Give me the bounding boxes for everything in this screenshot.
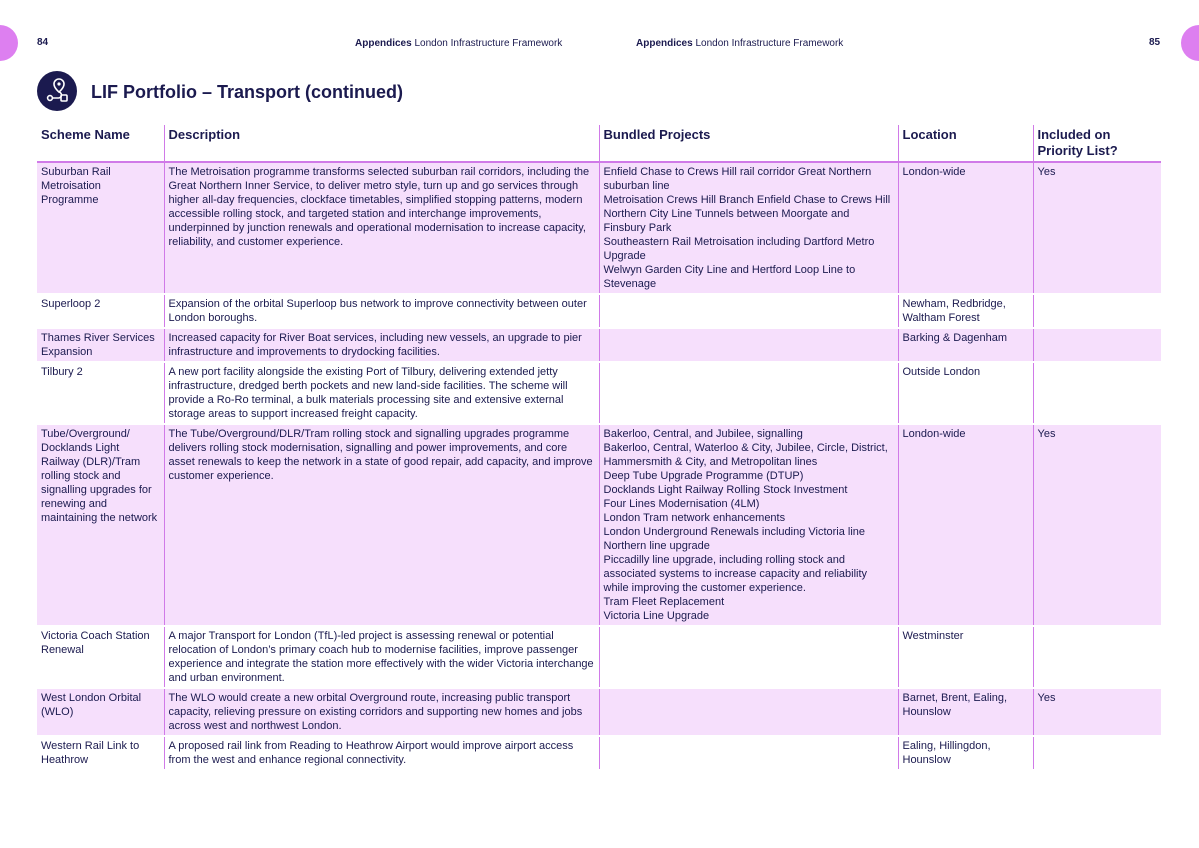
cell-bundled-projects [599,424,898,626]
bundled-project-item: Bakerloo, Central, and Jubilee, signalling [603,428,803,440]
bundled-project-item: Southeastern Rail Metroisation including Dartford Metro Upgrade [603,236,875,262]
bundled-project-item: Piccadilly line upgrade, including rolling stock and associated systems to increase capacity and reliability while improving the customer experience. [603,554,868,594]
cell-description: A proposed rail link from Reading to Heathrow Airport would improve airport access from the west and enhance regional connectivity. [164,736,599,770]
cell-scheme-name: West London Orbital (WLO) [37,688,164,736]
cell-bundled-projects [599,162,898,294]
cell-scheme-name: Western Rail Link to Heathrow [37,736,164,770]
cell-description: The WLO would create a new orbital Overground route, increasing public transport capacity, relieving pressure on existing corridors and supporting new homes and jobs across west and northwest London. [164,688,599,736]
cell-priority [1033,362,1161,424]
bundled-project-item: London Tram network enhancements [603,512,786,524]
table-row [37,626,1161,688]
cell-bundled-projects [599,736,898,770]
cell-description: The Tube/Overground/DLR/Tram rolling stock and signalling upgrades programme delivers rolling stock modernisation, signalling and power improvements, and core asset renewals to keep the network in a state of good repair, add capacity, and improve customer experience. [164,424,599,626]
cell-location: London-wide [898,424,1033,626]
cell-priority: Yes [1033,688,1161,736]
cell-location: Newham, Redbridge, Waltham Forest [898,294,1033,328]
cell-priority [1033,294,1161,328]
running-header-section: Appendices [355,38,412,49]
cell-priority [1033,626,1161,688]
cell-scheme-name: Tilbury 2 [37,362,164,424]
bundled-project-item: Enfield Chase to Crews Hill rail corridor Great Northern suburban line [603,166,872,192]
cell-description: Expansion of the orbital Superloop bus network to improve connectivity between outer London boroughs. [164,294,599,328]
cell-location: London-wide [898,162,1033,294]
page-title: LIF Portfolio – Transport (continued) [91,82,403,102]
header-scheme-name: Scheme Name [37,125,164,162]
cell-location: Barnet, Brent, Ealing, Hounslow [898,688,1033,736]
cell-bundled-projects [599,328,898,362]
running-header-left [355,38,562,49]
cell-scheme-name: Superloop 2 [37,294,164,328]
cell-location: Barking & Dagenham [898,328,1033,362]
cell-location: Outside London [898,362,1033,424]
header-bundled-projects: Bundled Projects [599,125,898,162]
bundled-project-item: Victoria Line Upgrade [603,610,710,622]
cell-priority [1033,328,1161,362]
cell-priority: Yes [1033,424,1161,626]
cell-location: Ealing, Hillingdon, Hounslow [898,736,1033,770]
bundled-project-item: Metroisation Crews Hill Branch Enfield Chase to Crews Hill [603,194,891,206]
cell-scheme-name: Suburban Rail Metroisation Programme [37,162,164,294]
table-row [37,688,1161,736]
running-header-title: London Infrastructure Framework [695,38,844,49]
cell-description: A major Transport for London (TfL)-led project is assessing renewal or potential relocation of London’s primary coach hub to modernise facilities, improve passenger experience and integrate the station more effectively with the wider Victoria interchange and urban environment. [164,626,599,688]
header-location: Location [898,125,1033,162]
running-header-right [636,38,843,49]
page-number-right: 85 [1149,37,1161,48]
cell-priority [1033,736,1161,770]
bundled-project-item: Docklands Light Railway Rolling Stock Investment [603,484,848,496]
transport-portfolio-table [37,125,1161,771]
table-row [37,424,1161,626]
bundled-project-item: Tram Fleet Replacement [603,596,725,608]
page-tab-right [1181,25,1199,61]
running-header-section: Appendices [636,38,693,49]
table-row [37,362,1161,424]
cell-scheme-name: Victoria Coach Station Renewal [37,626,164,688]
page-tab-left [0,25,18,61]
cell-description: A new port facility alongside the existing Port of Tilbury, delivering extended jetty infrastructure, dredged berth pockets and new land-side facilities. The scheme will provide a Ro-Ro terminal, a bulk materials processing site and extensive external storage areas to support increased freight capacity. [164,362,599,424]
transport-icon [37,71,77,111]
bundled-project-item: Welwyn Garden City Line and Hertford Loop Line to Stevenage [603,264,856,290]
cell-bundled-projects [599,688,898,736]
cell-bundled-projects [599,626,898,688]
cell-scheme-name: Thames River Services Expansion [37,328,164,362]
cell-priority: Yes [1033,162,1161,294]
table-row [37,162,1161,294]
cell-description: Increased capacity for River Boat services, including new vessels, an upgrade to pier infrastructure and improvements to drydocking facilities. [164,328,599,362]
table-row [37,294,1161,328]
cell-bundled-projects [599,362,898,424]
bundled-project-item: London Underground Renewals including Victoria line [603,526,866,538]
table-row [37,736,1161,770]
bundled-project-item: Northern City Line Tunnels between Moorgate and Finsbury Park [603,208,850,234]
bundled-project-item: Bakerloo, Central, Waterloo & City, Jubilee, Circle, District, Hammersmith & City, and Metropolitan lines [603,442,888,468]
table-row [37,328,1161,362]
table-header-row [37,125,1161,162]
header-priority-list: Included on Priority List? [1033,125,1161,162]
header-description: Description [164,125,599,162]
bundled-project-item: Northern line upgrade [603,540,710,552]
page-number-left: 84 [37,37,49,48]
cell-bundled-projects [599,294,898,328]
cell-description: The Metroisation programme transforms selected suburban rail corridors, including the Great Northern Inner Service, to deliver metro style, turn up and go services through higher all-day frequencies, clockface timetables, simplified stopping patterns, modern accessible rolling stock, and targeted station and interchange improvements, underpinned by junction renewals and operational modernisation to increase capacity, reliability, and customer experience. [164,162,599,294]
cell-scheme-name: Tube/Overground/ Docklands Light Railway (DLR)/Tram rolling stock and signalling upgrades for renewing and maintaining the network [37,424,164,626]
bundled-project-item: Four Lines Modernisation (4LM) [603,498,760,510]
bundled-project-item: Deep Tube Upgrade Programme (DTUP) [603,470,804,482]
running-header-title: London Infrastructure Framework [414,38,563,49]
cell-location: Westminster [898,626,1033,688]
